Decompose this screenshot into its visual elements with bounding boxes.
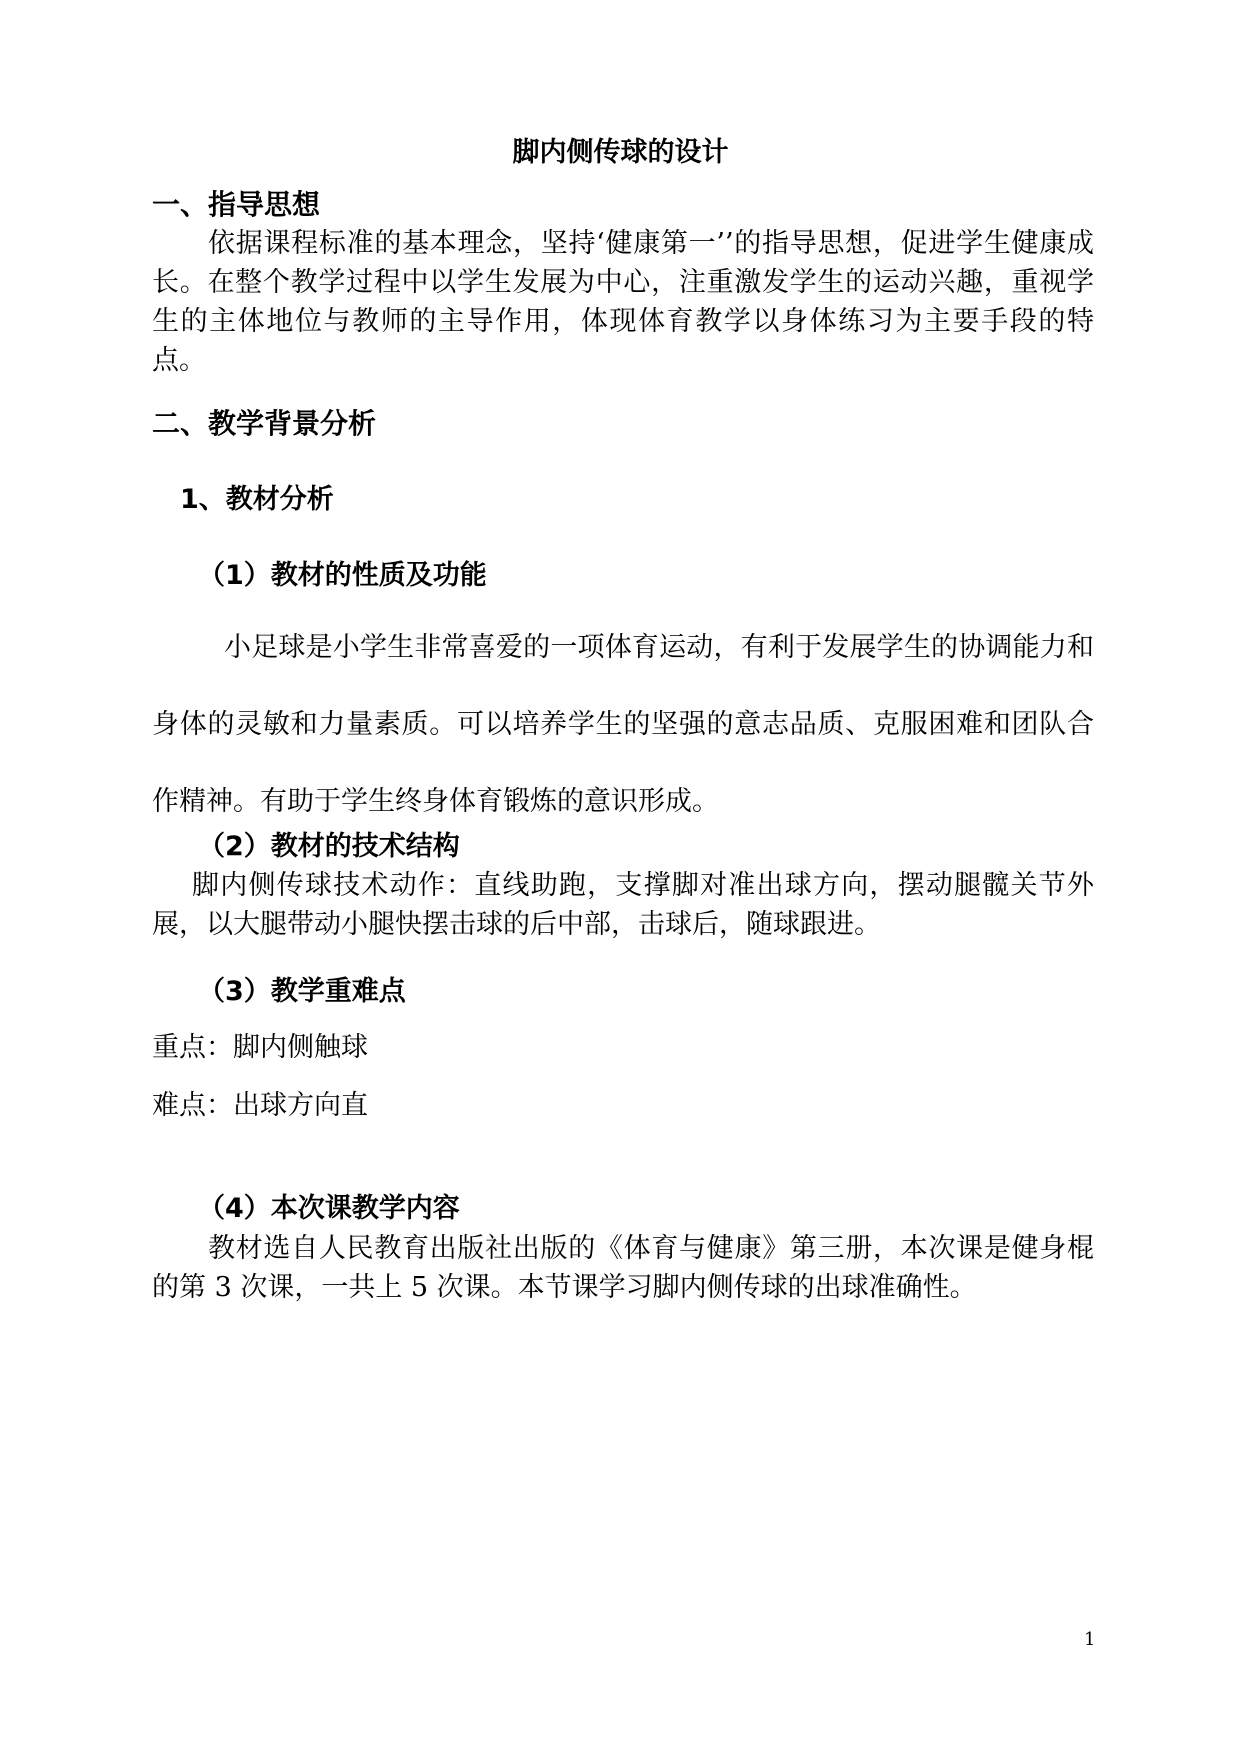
document-title: 脚内侧传球的设计: [512, 137, 729, 168]
nature-function-paragraph: [152, 609, 1094, 840]
nature-function-text: 小足球是小学生非常喜爱的一项体育运动，有利于发展学生的协调能力和身体的灵敏和力量素质。可以培养学生的坚强的意志品质、克服困难和团队合作精神。有助于学生终身体育锻炼的意识形成。: [152, 632, 1094, 817]
item-heading-nature-function: （1）教材的性质及功能: [198, 560, 487, 591]
item-heading-technical-structure: （2）教材的技术结构: [198, 831, 460, 862]
guiding-ideology-text: 依据课程标准的基本理念，坚持‘健康第一’’的指导思想，促进学生健康成长。在整个教学过程中以学生发展为中心，注重激发学生的运动兴趣，重视学生的主体地位与教师的主导作用，体现体育教学以身体练习为主要手段的特点。: [152, 228, 1094, 376]
lesson-content-paragraph: [152, 1229, 1094, 1307]
section-heading-guiding-ideology: 一、指导思想: [152, 188, 321, 221]
item-heading-lesson-content: （4）本次课教学内容: [198, 1193, 460, 1224]
technical-structure-text: 脚内侧传球技术动作：直线助跑，支撑脚对准出球方向，摆动腿髋关节外展，以大腿带动小腿快摆击球的后中部，击球后，随球跟进。: [152, 870, 1094, 940]
technical-structure-paragraph: [152, 866, 1094, 944]
subsection-heading-material-analysis: 1、教材分析: [180, 484, 334, 515]
guiding-ideology-paragraph: [152, 224, 1094, 380]
section-heading-teaching-background: 二、教学背景分析: [152, 407, 377, 440]
difficult-point-line: 难点：出球方向直: [152, 1090, 368, 1121]
key-point-line: 重点：脚内侧触球: [152, 1032, 368, 1063]
item-heading-key-difficult-points: （3）教学重难点: [198, 976, 406, 1007]
page-number: 1: [1084, 1629, 1096, 1650]
lesson-content-text: 教材选自人民教育出版社出版的《体育与健康》第三册，本次课是健身棍的第 3 次课，一共上 5 次课。本节课学习脚内侧传球的出球准确性。: [152, 1233, 1094, 1303]
